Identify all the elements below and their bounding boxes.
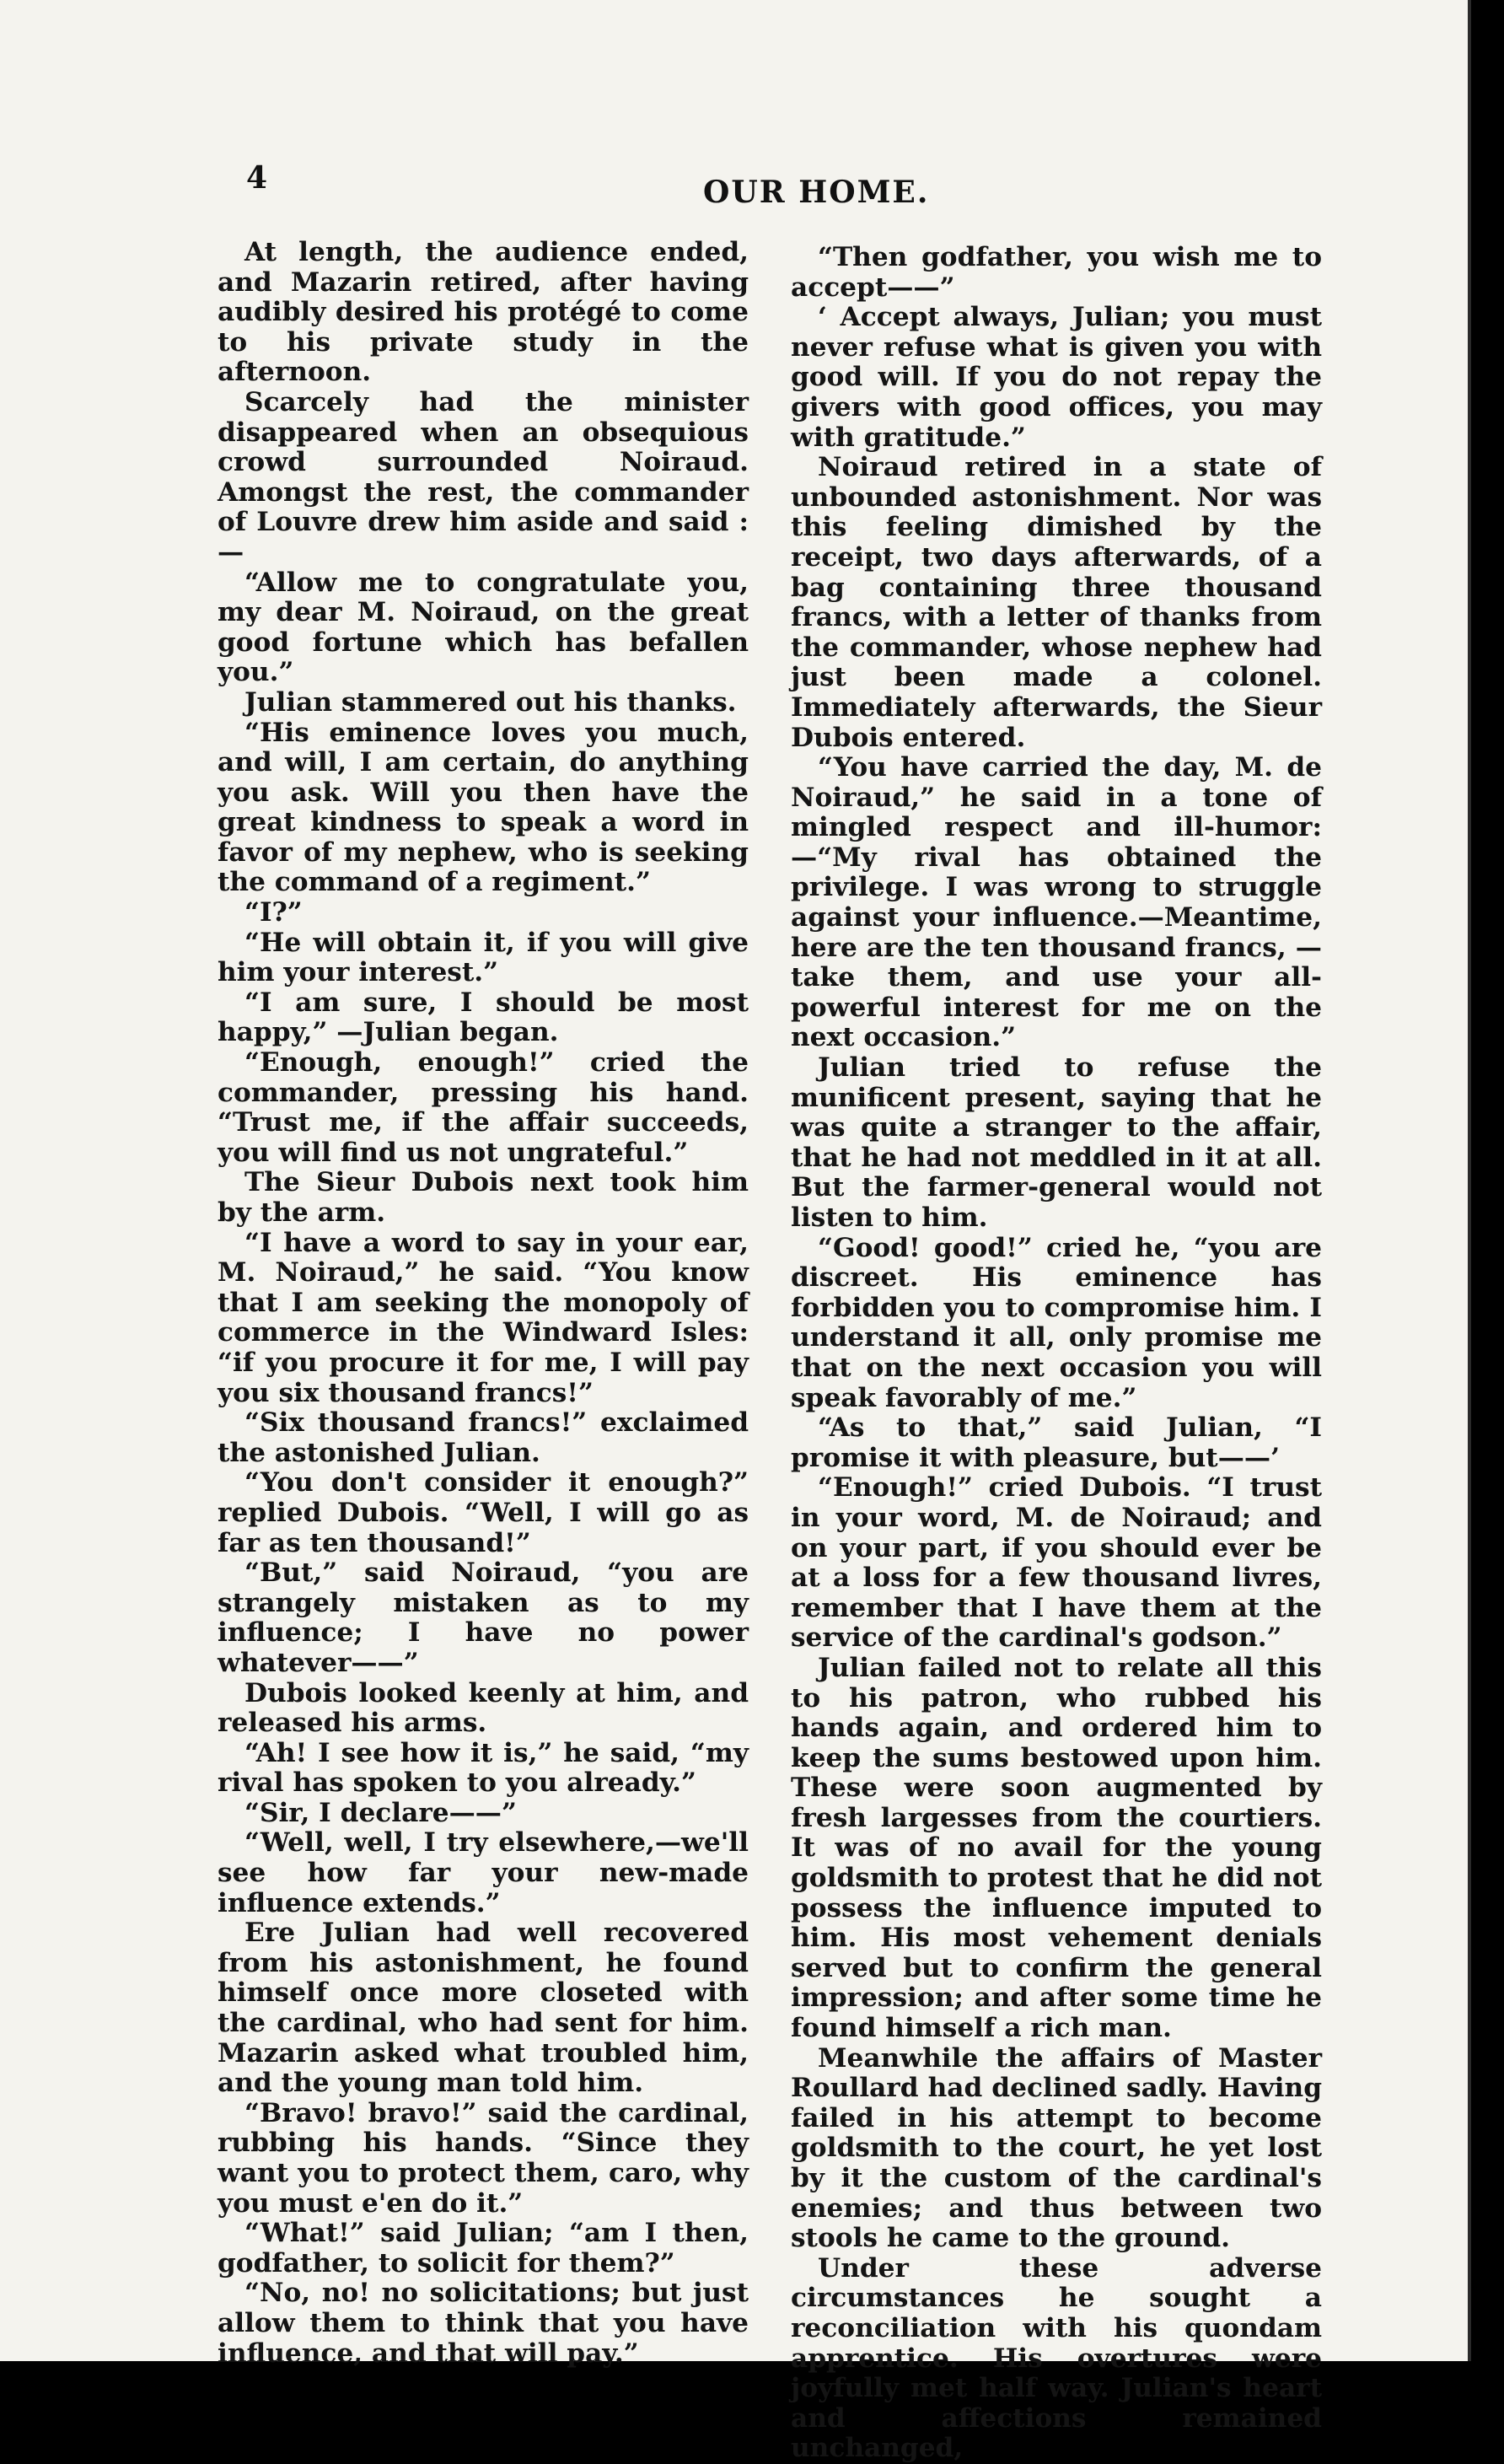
paragraph: “Good! good!” cried he, “you are discreet. His eminence has forbidden you to compromise him. I understand it all, only promise me that on the next occasion you will speak favorably of me.” bbox=[791, 1232, 1322, 1413]
running-head: OUR HOME. bbox=[703, 175, 930, 210]
paragraph: “You have carried the day, M. de Noiraud,” he said in a tone of mingled respect and ill-humor:—“My rival has obtained the privilege. I was wrong to struggle against your influence.—Meantime, here are the ten thousand francs, —take them, and use your all-powerful interest for me on the next occasion.” bbox=[791, 752, 1322, 1053]
paragraph: “But,” said Noiraud, “you are strangely mistaken as to my influence; I have no power whatever——” bbox=[218, 1557, 749, 1678]
paragraph: “Six thousand francs!” exclaimed the astonished Julian. bbox=[218, 1407, 749, 1468]
paragraph: Noiraud retired in a state of unbounded astonishment. Nor was this feeling dimished by the receipt, two days afterwards, of a bag containing three thousand francs, with a letter of thanks from the commander, whose nephew had just been made a colonel. Immediately afterwards, the Sieur Dubois entered. bbox=[791, 452, 1322, 753]
paragraph: Under these adverse circumstances he sought a reconciliation with his quondam apprentice. His overtures were joyfully met half way. Julian's heart and affections remained unchanged, bbox=[791, 2252, 1322, 2464]
paragraph: ‘ Accept always, Julian; you must never refuse what is given you with good will. If you do not repay the givers with good offices, you may with gratitude.” bbox=[791, 302, 1322, 453]
paragraph: “You don't consider it enough?” replied Dubois. “Well, I will go as far as ten thousand!” bbox=[218, 1467, 749, 1558]
paragraph: “No, no! no solicitations; but just allow them to think that you have influence, and that will pay.” bbox=[218, 2278, 749, 2369]
paragraph: “He will obtain it, if you will give him your interest.” bbox=[218, 927, 749, 988]
page-edge-divider bbox=[1468, 0, 1471, 2361]
left-column bbox=[218, 238, 749, 2369]
paragraph: “Enough, enough!” cried the commander, pressing his hand. “Trust me, if the affair succeeds, you will find us not ungrateful.” bbox=[218, 1047, 749, 1168]
paragraph: “As to that,” said Julian, “I promise it with pleasure, but——’ bbox=[791, 1412, 1322, 1473]
paragraph: Dubois looked keenly at him, and released his arms. bbox=[218, 1677, 749, 1739]
right-column bbox=[791, 243, 1322, 2464]
page-number: 4 bbox=[246, 160, 268, 196]
paragraph: “Enough!” cried Dubois. “I trust in your word, M. de Noiraud; and on your part, if you should ever be at a loss for a few thousand livres, remember that I have them at the service of the cardinal's godson.” bbox=[791, 1472, 1322, 1654]
paragraph: Julian tried to refuse the munificent present, saying that he was quite a stranger to the affair, that he had not meddled in it at all. But the farmer-general would not listen to him. bbox=[791, 1052, 1322, 1233]
paragraph: “I am sure, I should be most happy,” —Julian began. bbox=[218, 987, 749, 1048]
paragraph: The Sieur Dubois next took him by the arm. bbox=[218, 1167, 749, 1228]
paragraph: Scarcely had the minister disappeared when an obsequious crowd surrounded Noiraud. Amongst the rest, the commander of Louvre drew him aside and said :— bbox=[218, 386, 749, 568]
paragraph: Meanwhile the affairs of Master Roullard had declined sadly. Having failed in his attempt to become goldsmith to the court, he yet lost by it the custom of the cardinal's enemies; and thus between two stools he came to the ground. bbox=[791, 2042, 1322, 2254]
paragraph: “Allow me to congratulate you, my dear M. Noiraud, on the great good fortune which has befallen you.” bbox=[218, 567, 749, 688]
paragraph: “Ah! I see how it is,” he said, “my rival has spoken to you already.” bbox=[218, 1737, 749, 1799]
paragraph: “His eminence loves you much, and will, I am certain, do anything you ask. Will you then have the great kindness to speak a word in favor of my nephew, who is seeking the command of a regiment.” bbox=[218, 717, 749, 898]
paragraph: “Well, well, I try elsewhere,—we'll see how far your new-made influence extends.” bbox=[218, 1827, 749, 1918]
paragraph: Ere Julian had well recovered from his astonishment, he found himself once more closeted with the cardinal, who had sent for him. Mazarin asked what troubled him, and the young man told him. bbox=[218, 1918, 749, 2099]
paragraph: “Sir, I declare——” bbox=[244, 1797, 517, 1828]
paragraph: At length, the audience ended, and Mazarin retired, after having audibly desired his protégé to come to his private study in the afternoon. bbox=[218, 237, 749, 388]
paragraph: “Then godfather, you wish me to accept——” bbox=[791, 242, 1322, 303]
paragraph: “What!” said Julian; “am I then, godfather, to solicit for them?” bbox=[218, 2218, 749, 2278]
paragraph: Julian failed not to relate all this to his patron, who rubbed his hands again, and ordered him to keep the sums bestowed upon him. These were soon augmented by fresh largesses from the courtiers. It was of no avail for the young goldsmith to protest that he did not possess the influence imputed to him. His most vehement denials served but to confirm the general impression; and after some time he found himself a rich man. bbox=[791, 1652, 1322, 2044]
paragraph: “I?” bbox=[244, 897, 303, 928]
paragraph: “I have a word to say in your ear, M. Noiraud,” he said. “You know that I am seeking the monopoly of commerce in the Windward Isles: “if you procure it for me, I will pay you six thousand francs!” bbox=[218, 1227, 749, 1408]
paragraph: “Bravo! bravo!” said the cardinal, rubbing his hands. “Since they want you to protect them, caro, why you must e'en do it.” bbox=[218, 2097, 749, 2219]
paragraph: Julian stammered out his thanks. bbox=[244, 686, 737, 718]
